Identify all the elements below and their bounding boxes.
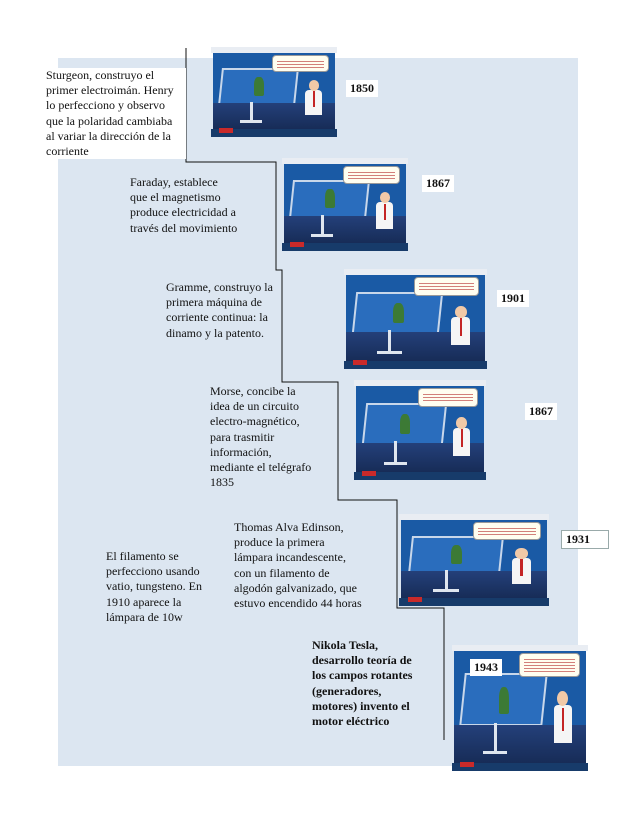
event-2-text: Faraday, establece que el magnetismo produce electricidad a través del movimiento xyxy=(130,175,238,235)
event-5-year: 1931 xyxy=(561,530,609,549)
event-4-text: Morse, concibe la idea de un circuito electro-magnético, para trasmitir información, mediante el telégrafo 1835 xyxy=(210,384,312,490)
event-1-screenshot xyxy=(211,47,337,137)
event-6-text: Nikola Tesla, desarrollo teoría de los campos rotantes (generadores, motores) invento el motor eléctrico xyxy=(312,638,413,729)
event-2-screenshot xyxy=(282,158,408,251)
event-6-year: 1943 xyxy=(470,659,502,676)
event-4-year: 1867 xyxy=(525,403,557,420)
event-2-year: 1867 xyxy=(422,175,454,192)
event-1-text: Sturgeon, construyo el primer electroimán. Henry lo perfecciono y observo que la polaridad cambiaba al variar la dirección de la corriente xyxy=(46,68,186,159)
event-4-screenshot xyxy=(354,380,486,480)
event-3-screenshot xyxy=(344,269,487,369)
event-3-text: Gramme, construyo la primera máquina de corriente continua: la dinamo y la patento. xyxy=(166,280,273,340)
side-note-text: El filamento se perfecciono usando vatio, tungsteno. En 1910 aparece la lámpara de 10w xyxy=(106,549,202,624)
event-3-year: 1901 xyxy=(497,290,529,307)
event-5-screenshot xyxy=(399,514,549,606)
event-5-text: Thomas Alva Edinson, produce la primera lámpara incandescente, con un filamento de algodón galvanizado, que estuvo encendido 44 horas xyxy=(234,520,362,611)
event-1-year: 1850 xyxy=(346,80,378,97)
